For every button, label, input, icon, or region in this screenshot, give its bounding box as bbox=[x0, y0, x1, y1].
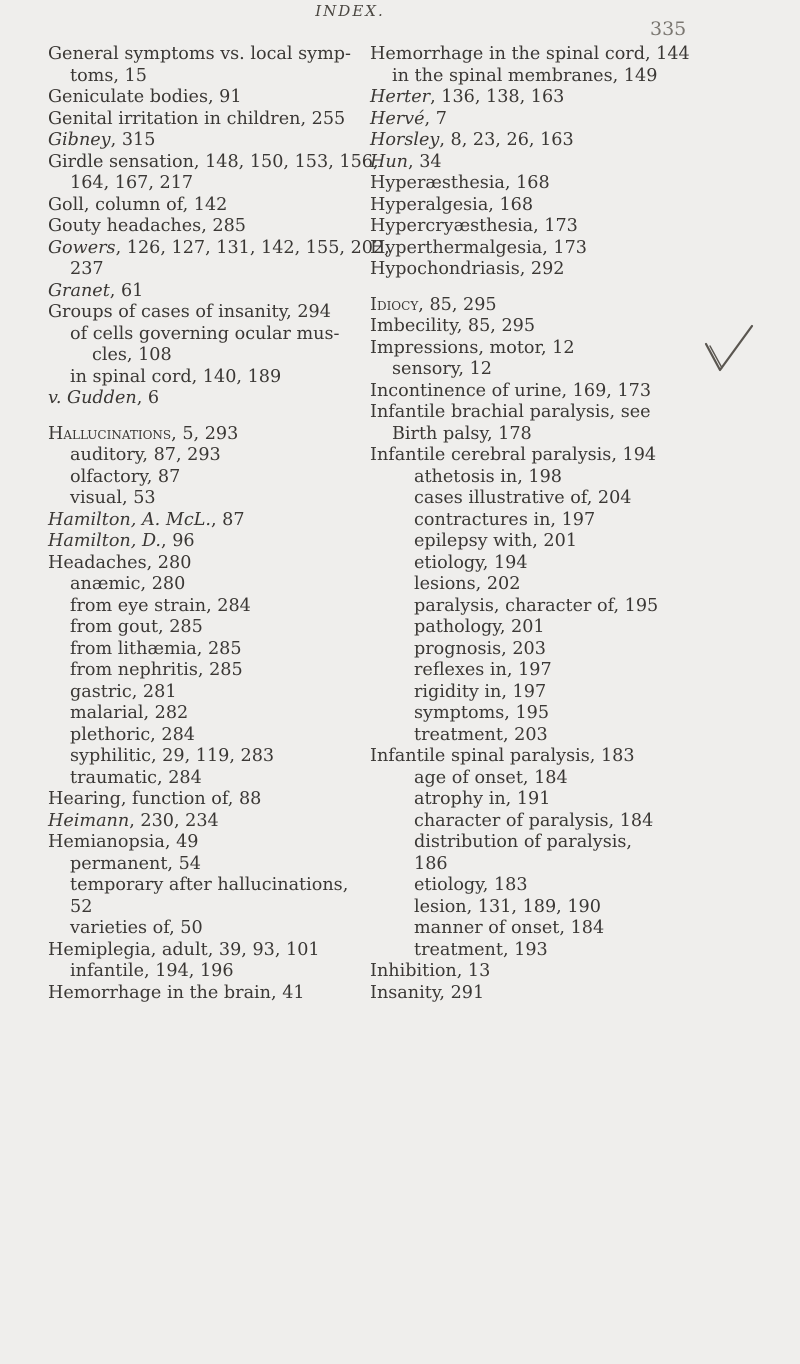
running-head: INDEX. bbox=[315, 2, 385, 20]
index-entry-text: Hyperæsthesia, 168 bbox=[370, 173, 550, 193]
index-entry-text: Heimann bbox=[48, 810, 130, 831]
index-entry-text: rigidity in, 197 bbox=[414, 681, 547, 702]
index-entry bbox=[48, 660, 368, 682]
index-entry-text: symptoms, 195 bbox=[414, 703, 550, 723]
index-entry bbox=[370, 682, 710, 704]
index-entry bbox=[48, 259, 368, 281]
index-entry bbox=[370, 854, 710, 876]
index-entry bbox=[370, 983, 710, 1005]
index-entry-text: 237 bbox=[70, 259, 104, 279]
index-entry-text: Hervé bbox=[370, 108, 425, 129]
index-entry bbox=[48, 811, 368, 833]
index-entry bbox=[48, 66, 368, 88]
index-entry bbox=[48, 424, 368, 446]
index-entry-text: sensory, 12 bbox=[392, 359, 492, 379]
index-entry-text: temporary after hallucinations, bbox=[70, 875, 349, 895]
index-entry bbox=[370, 130, 710, 152]
index-entry-text: from lithæmia, 285 bbox=[70, 638, 242, 659]
index-entry-text: Geniculate bodies, 91 bbox=[48, 87, 242, 107]
index-entry-text: Idiocy bbox=[370, 294, 419, 315]
index-entry bbox=[48, 875, 368, 897]
index-entry-text: traumatic, 284 bbox=[70, 767, 202, 788]
index-entry-text: in spinal cord, 140, 189 bbox=[70, 366, 282, 387]
index-entry-text: , 230, 234 bbox=[129, 810, 219, 831]
index-entry-text: , 315 bbox=[110, 130, 156, 150]
index-entry-text: auditory, 87, 293 bbox=[70, 445, 221, 465]
index-entry bbox=[48, 897, 368, 919]
index-entry bbox=[370, 238, 710, 260]
index-entry bbox=[48, 531, 368, 553]
index-entry bbox=[370, 918, 710, 940]
index-entry bbox=[370, 359, 710, 381]
index-entry-text: Groups of cases of insanity, 294 bbox=[48, 302, 331, 322]
index-entry-text: malarial, 282 bbox=[70, 703, 189, 723]
index-entry bbox=[48, 596, 368, 618]
index-entry bbox=[48, 488, 368, 510]
index-entry bbox=[370, 639, 710, 661]
index-entry bbox=[48, 574, 368, 596]
index-entry-text: Herter bbox=[370, 87, 431, 107]
index-entry bbox=[48, 130, 368, 152]
index-entry-text: Impressions, motor, 12 bbox=[370, 337, 575, 358]
index-entry bbox=[48, 918, 368, 940]
index-entry-text: Infantile spinal paralysis, 183 bbox=[370, 746, 635, 766]
index-entry-text: Gowers bbox=[48, 237, 116, 258]
index-entry bbox=[370, 445, 710, 467]
index-entry bbox=[370, 768, 710, 790]
index-entry bbox=[48, 553, 368, 575]
index-entry bbox=[370, 66, 710, 88]
index-entry bbox=[48, 703, 368, 725]
index-entry-text: cases illustrative of, 204 bbox=[414, 488, 632, 508]
right-index-column bbox=[370, 44, 710, 1004]
index-entry-text: , 34 bbox=[408, 151, 442, 172]
index-entry bbox=[370, 596, 710, 618]
index-entry bbox=[48, 87, 368, 109]
index-entry-text: Hemianopsia, 49 bbox=[48, 832, 199, 852]
index-entry-text: Hypercryæsthesia, 173 bbox=[370, 216, 578, 236]
index-entry-text: Goll, column of, 142 bbox=[48, 194, 228, 215]
index-entry-text: Gibney bbox=[48, 130, 111, 150]
index-entry bbox=[48, 854, 368, 876]
index-entry bbox=[370, 316, 710, 338]
index-entry-text: Infantile cerebral paralysis, 194 bbox=[370, 445, 657, 465]
index-entry-text: character of paralysis, 184 bbox=[414, 810, 654, 831]
index-entry bbox=[370, 553, 710, 575]
index-entry-text: 164, 167, 217 bbox=[70, 173, 194, 193]
index-entry bbox=[370, 152, 710, 174]
index-entry bbox=[370, 961, 710, 983]
index-entry-text: lesions, 202 bbox=[414, 574, 521, 594]
index-entry bbox=[370, 832, 710, 854]
index-entry-text: manner of onset, 184 bbox=[414, 918, 605, 938]
index-entry-text: Insanity, 291 bbox=[370, 982, 485, 1003]
index-entry-text: 186 bbox=[414, 853, 448, 874]
index-entry bbox=[48, 983, 368, 1005]
index-entry bbox=[48, 324, 368, 346]
index-entry-text: , 87 bbox=[210, 509, 245, 530]
index-entry bbox=[370, 510, 710, 532]
index-entry bbox=[370, 87, 710, 109]
index-entry bbox=[370, 195, 710, 217]
index-entry-text: age of onset, 184 bbox=[414, 767, 568, 788]
index-entry-text: Infantile brachial paralysis, see bbox=[370, 402, 651, 422]
index-entry-text: from gout, 285 bbox=[70, 617, 203, 637]
index-entry bbox=[48, 467, 368, 489]
index-entry-text: syphilitic, 29, 119, 283 bbox=[70, 746, 275, 766]
index-entry-text: Hemiplegia, adult, 39, 93, 101 bbox=[48, 939, 320, 960]
index-entry-text: Imbecility, 85, 295 bbox=[370, 316, 536, 336]
index-entry bbox=[48, 216, 368, 238]
index-entry-text: olfactory, 87 bbox=[70, 466, 181, 487]
index-entry-text: Granet bbox=[48, 280, 110, 301]
index-entry bbox=[370, 216, 710, 238]
index-entry bbox=[370, 381, 710, 403]
index-entry-text: treatment, 203 bbox=[414, 724, 548, 745]
index-entry bbox=[48, 109, 368, 131]
index-entry bbox=[48, 789, 368, 811]
index-entry bbox=[370, 488, 710, 510]
index-entry bbox=[48, 237, 390, 260]
index-entry-text: toms, 15 bbox=[70, 65, 147, 86]
index-entry-text: etiology, 183 bbox=[414, 875, 528, 895]
index-entry bbox=[370, 467, 710, 489]
index-entry-text: Incontinence of urine, 169, 173 bbox=[370, 380, 652, 401]
index-entry bbox=[370, 338, 710, 360]
index-entry bbox=[370, 725, 710, 747]
index-entry-text: Hemorrhage in the brain, 41 bbox=[48, 982, 305, 1003]
index-entry-text: atrophy in, 191 bbox=[414, 789, 551, 809]
index-entry-text: 52 bbox=[70, 896, 93, 917]
index-entry bbox=[48, 832, 368, 854]
index-entry-text: lesion, 131, 189, 190 bbox=[414, 896, 601, 917]
index-entry-text: , 85, 295 bbox=[418, 294, 497, 315]
index-entry bbox=[370, 703, 710, 725]
index-entry bbox=[48, 302, 368, 324]
index-entry-text: reflexes in, 197 bbox=[414, 660, 552, 680]
index-entry bbox=[48, 746, 368, 768]
index-entry bbox=[48, 617, 368, 639]
index-entry bbox=[48, 151, 379, 174]
index-entry bbox=[370, 173, 710, 195]
index-entry-text: , 61 bbox=[109, 280, 144, 301]
index-entry bbox=[370, 940, 710, 962]
index-entry bbox=[370, 402, 710, 424]
index-entry-text: , 8, 23, 26, 163 bbox=[439, 130, 574, 150]
index-entry-text: varieties of, 50 bbox=[70, 918, 203, 938]
index-entry-text: , 126, 127, 131, 142, 155, 202, bbox=[115, 237, 390, 258]
index-entry bbox=[370, 109, 710, 131]
index-entry-text: contractures in, 197 bbox=[414, 509, 596, 530]
index-entry-text: Hamilton, A. McL. bbox=[48, 509, 211, 530]
index-entry-text: General symptoms vs. local symp- bbox=[48, 44, 352, 64]
index-entry-text: Hearing, function of, 88 bbox=[48, 789, 262, 809]
index-entry-text: pathology, 201 bbox=[414, 617, 545, 637]
index-entry bbox=[48, 725, 368, 747]
index-entry-text: Hyperalgesia, 168 bbox=[370, 194, 534, 215]
index-entry-text: Girdle sensation, 148, 150, 153, 156, bbox=[48, 151, 379, 172]
index-entry bbox=[370, 424, 710, 446]
index-entry bbox=[48, 445, 368, 467]
index-entry-text: paralysis, character of, 195 bbox=[414, 595, 659, 616]
index-entry-text: Hun bbox=[370, 151, 409, 172]
index-entry bbox=[48, 510, 368, 532]
index-entry bbox=[48, 639, 368, 661]
index-entry bbox=[48, 173, 368, 195]
index-entry-text: Hallucinations bbox=[48, 423, 172, 444]
page-number: 335 bbox=[650, 18, 687, 40]
index-entry bbox=[370, 789, 710, 811]
index-entry-text: Hypochondriasis, 292 bbox=[370, 259, 565, 279]
index-entry-text: Gouty headaches, 285 bbox=[48, 216, 246, 236]
index-entry bbox=[370, 259, 710, 281]
index-entry-text: Hyperthermalgesia, 173 bbox=[370, 237, 587, 258]
index-entry bbox=[370, 660, 710, 682]
index-entry bbox=[370, 811, 710, 833]
index-entry bbox=[370, 897, 710, 919]
index-entry-text: from eye strain, 284 bbox=[70, 595, 251, 616]
index-entry bbox=[48, 940, 368, 962]
index-entry-text: , 5, 293 bbox=[171, 423, 239, 444]
index-entry bbox=[48, 367, 368, 389]
index-entry-text: of cells governing ocular mus- bbox=[70, 323, 340, 344]
index-entry-text: from nephritis, 285 bbox=[70, 660, 243, 680]
index-entry-text: Inhibition, 13 bbox=[370, 961, 491, 981]
index-entry bbox=[48, 961, 368, 983]
index-entry-text: , 6 bbox=[136, 388, 160, 408]
index-entry bbox=[370, 574, 710, 596]
index-entry bbox=[48, 44, 368, 66]
index-entry-text: visual, 53 bbox=[70, 488, 156, 508]
index-entry-text: plethoric, 284 bbox=[70, 724, 195, 745]
index-entry-text: anæmic, 280 bbox=[70, 574, 186, 594]
index-entry-text: , 136, 138, 163 bbox=[430, 87, 565, 107]
index-entry bbox=[48, 388, 368, 410]
index-entry-text: , 96 bbox=[161, 531, 195, 551]
index-entry-text: Genital irritation in children, 255 bbox=[48, 108, 346, 129]
index-entry-text: Headaches, 280 bbox=[48, 552, 192, 573]
index-entry bbox=[370, 875, 710, 897]
index-entry bbox=[370, 44, 710, 66]
index-entry-text: prognosis, 203 bbox=[414, 638, 546, 659]
index-entry-text: athetosis in, 198 bbox=[414, 466, 562, 487]
index-entry-text: in the spinal membranes, 149 bbox=[392, 65, 658, 86]
index-entry-text: treatment, 193 bbox=[414, 939, 548, 960]
index-entry-text: etiology, 194 bbox=[414, 552, 528, 573]
index-entry-text: distribution of paralysis, bbox=[414, 832, 633, 852]
index-entry bbox=[48, 281, 368, 303]
index-entry bbox=[48, 345, 368, 367]
index-entry-text: , 7 bbox=[424, 108, 447, 129]
index-entry-text: Birth palsy, 178 bbox=[392, 423, 532, 444]
index-entry bbox=[48, 768, 368, 790]
index-entry-text: gastric, 281 bbox=[70, 681, 177, 702]
index-entry-text: Horsley bbox=[370, 130, 440, 150]
index-entry bbox=[48, 195, 368, 217]
index-entry-text: permanent, 54 bbox=[70, 853, 201, 874]
index-entry-text: Hemorrhage in the spinal cord, 144 bbox=[370, 44, 690, 64]
handwritten-check-mark bbox=[700, 322, 760, 382]
index-entry-text: infantile, 194, 196 bbox=[70, 961, 234, 981]
index-entry-text: v. Gudden bbox=[48, 388, 137, 408]
index-entry bbox=[48, 682, 368, 704]
index-entry bbox=[370, 746, 710, 768]
index-entry-text: cles, 108 bbox=[92, 345, 172, 365]
index-entry-text: epilepsy with, 201 bbox=[414, 531, 578, 551]
index-entry bbox=[370, 617, 710, 639]
index-entry bbox=[370, 295, 710, 317]
index-entry-text: Hamilton, D. bbox=[48, 531, 162, 551]
index-entry bbox=[370, 531, 710, 553]
